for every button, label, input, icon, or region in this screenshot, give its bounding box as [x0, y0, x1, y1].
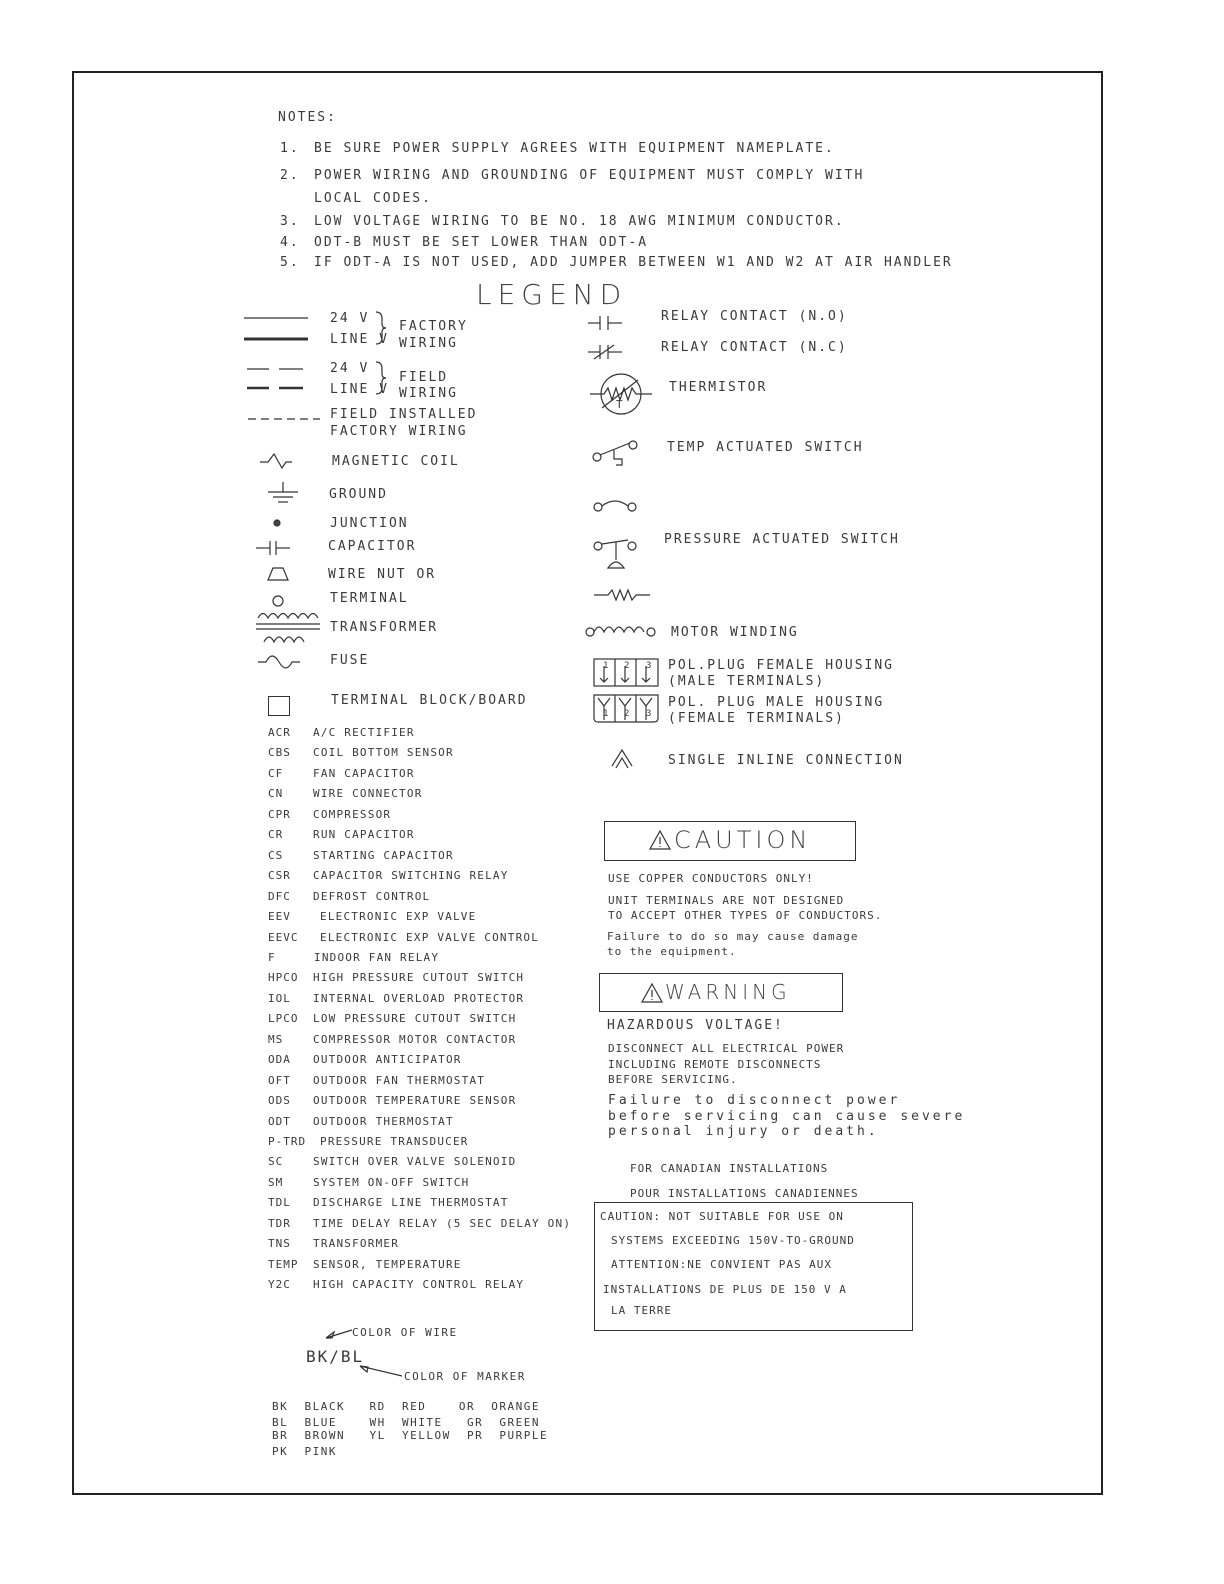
abbreviation-code: ODT	[268, 1115, 291, 1128]
canadian-text: ATTENTION:NE CONVIENT PAS AUX	[611, 1258, 833, 1271]
relay-contact-no-icon	[588, 314, 624, 332]
legend-fuse-label: FUSE	[330, 653, 370, 668]
warning-text: BEFORE SERVICING.	[608, 1073, 738, 1086]
female-housing-label: POL.PLUG FEMALE HOUSING	[668, 658, 895, 673]
note-text: LOW VOLTAGE WIRING TO BE NO. 18 AWG MINIMUM CONDUCTOR.	[314, 214, 845, 229]
warning-triangle-icon	[640, 982, 664, 1004]
temp-switch-icon	[592, 437, 642, 467]
canadian-heading: FOR CANADIAN INSTALLATIONS	[630, 1162, 829, 1175]
wire-nut-icon	[267, 566, 291, 582]
abbreviation-description: DISCHARGE LINE THERMOSTAT	[313, 1196, 509, 1209]
abbreviation-description: CAPACITOR SWITCHING RELAY	[313, 869, 509, 882]
male-terminals-label: (MALE TERMINALS)	[668, 674, 826, 689]
caution-title: CAUTION	[674, 826, 812, 854]
note-text: POWER WIRING AND GROUNDING OF EQUIPMENT MUST COMPLY WITH	[314, 168, 865, 183]
junction-icon	[272, 518, 282, 528]
pin-number: 3	[646, 661, 652, 671]
warning-text: Failure to disconnect power	[608, 1093, 901, 1108]
abbreviation-description: OUTDOOR THERMOSTAT	[313, 1115, 454, 1128]
abbreviation-description: COMPRESSOR MOTOR CONTACTOR	[313, 1033, 517, 1046]
abbreviation-description: COIL BOTTOM SENSOR	[313, 746, 454, 759]
warning-text: INCLUDING REMOTE DISCONNECTS	[608, 1058, 822, 1071]
pin-number: 1	[603, 661, 609, 671]
field-installed-wiring-symbol	[248, 416, 324, 422]
abbreviation-description: SENSOR, TEMPERATURE	[313, 1258, 462, 1271]
abbreviation-description: TRANSFORMER	[313, 1237, 400, 1250]
note-text: IF ODT-A IS NOT USED, ADD JUMPER BETWEEN W1 AND W2 AT AIR HANDLER	[314, 255, 953, 270]
caution-text: TO ACCEPT OTHER TYPES OF CONDUCTORS.	[608, 909, 883, 922]
color-code-row: BL BLUE WH WHITE GR GREEN	[272, 1416, 541, 1429]
abbreviation-description: COMPRESSOR	[313, 808, 392, 821]
color-code-row: PK PINK	[272, 1445, 337, 1458]
abbreviation-code: EEV	[268, 910, 291, 923]
color-of-marker-label: COLOR OF MARKER	[404, 1370, 526, 1383]
pin-number: 2	[624, 709, 630, 719]
abbreviation-code: CN	[268, 787, 284, 800]
abbreviation-code: CR	[268, 828, 284, 841]
abbreviation-description: FAN CAPACITOR	[313, 767, 415, 780]
pin-number: 1	[603, 709, 609, 719]
abbreviation-description: INDOOR FAN RELAY	[314, 951, 440, 964]
legend-wiring-label: WIRING	[399, 386, 458, 401]
legend-wiring-label: WIRING	[399, 336, 458, 351]
note-text-continued: LOCAL CODES.	[314, 191, 432, 206]
legend-line-v-label: LINE V	[330, 382, 389, 397]
abbreviation-description: HIGH CAPACITY CONTROL RELAY	[313, 1278, 525, 1291]
abbreviation-code: EEVC	[268, 931, 299, 944]
abbreviation-code: Y2C	[268, 1278, 291, 1291]
legend-field-label: FIELD	[399, 370, 449, 385]
ground-icon	[266, 482, 300, 506]
wire-color-example: BK/BL	[306, 1347, 365, 1366]
abbreviation-code: TDL	[268, 1196, 291, 1209]
pin-number: 2	[624, 661, 630, 671]
abbreviation-code: F	[268, 951, 276, 964]
canadian-text: CAUTION: NOT SUITABLE FOR USE ON	[600, 1210, 844, 1223]
abbreviation-description: OUTDOOR TEMPERATURE SENSOR	[313, 1094, 517, 1107]
legend-field-installed-label: FIELD INSTALLED	[330, 407, 478, 422]
thermistor-letter: T	[616, 398, 623, 411]
abbreviation-code: TEMP	[268, 1258, 299, 1271]
abbreviation-description: A/C RECTIFIER	[313, 726, 415, 739]
abbreviation-code: CSR	[268, 869, 291, 882]
motor-winding-label: MOTOR WINDING	[671, 625, 799, 640]
pin-number: 3	[646, 709, 652, 719]
legend-transformer-label: TRANSFORMER	[330, 620, 439, 635]
abbreviation-description: WIRE CONNECTOR	[313, 787, 423, 800]
legend-factory-label: FACTORY	[399, 319, 468, 334]
field-wiring-lines-symbol	[247, 365, 307, 391]
abbreviation-code: CBS	[268, 746, 291, 759]
resistor-icon	[594, 588, 654, 602]
abbreviation-description: INTERNAL OVERLOAD PROTECTOR	[313, 992, 525, 1005]
canadian-heading: POUR INSTALLATIONS CANADIENNES	[630, 1187, 859, 1200]
abbreviation-code: CPR	[268, 808, 291, 821]
note-number: 1.	[280, 141, 300, 156]
abbreviation-code: SM	[268, 1176, 284, 1189]
abbreviation-description: SWITCH OVER VALVE SOLENOID	[313, 1155, 517, 1168]
single-inline-connection-icon	[610, 748, 636, 770]
abbreviation-description: ELECTRONIC EXP VALVE CONTROL	[320, 931, 540, 944]
abbreviation-description: PRESSURE TRANSDUCER	[320, 1135, 469, 1148]
pressure-switch-icon	[592, 532, 642, 572]
relay-no-label: RELAY CONTACT (N.O)	[661, 309, 848, 324]
abbreviation-code: TDR	[268, 1217, 291, 1230]
color-of-wire-label: COLOR OF WIRE	[352, 1326, 458, 1339]
legend-title: LEGEND	[476, 278, 628, 311]
caution-text: UNIT TERMINALS ARE NOT DESIGNED	[608, 894, 845, 907]
note-number: 2.	[280, 168, 300, 183]
note-text: ODT-B MUST BE SET LOWER THAN ODT-A	[314, 235, 649, 250]
brace-symbol	[374, 310, 388, 346]
arrow-icon	[358, 1364, 404, 1380]
abbreviation-description: ELECTRONIC EXP VALVE	[320, 910, 477, 923]
female-terminals-label: (FEMALE TERMINALS)	[668, 711, 845, 726]
legend-ground-label: GROUND	[329, 487, 388, 502]
fuse-icon	[258, 652, 302, 672]
canadian-text: SYSTEMS EXCEEDING 150V-TO-GROUND	[611, 1234, 855, 1247]
abbreviation-code: TNS	[268, 1237, 291, 1250]
caution-text: USE COPPER CONDUCTORS ONLY!	[608, 872, 814, 885]
abbreviation-code: LPCO	[268, 1012, 299, 1025]
capacitor-icon	[256, 539, 292, 557]
legend-24v-label: 24 V	[330, 311, 370, 326]
terminal-block-icon	[268, 696, 290, 716]
abbreviation-description: HIGH PRESSURE CUTOUT SWITCH	[313, 971, 525, 984]
abbreviation-code: CS	[268, 849, 284, 862]
legend-terminal-label: TERMINAL	[330, 591, 409, 606]
pressure-switch-open-icon	[592, 498, 642, 514]
canadian-text: INSTALLATIONS DE PLUS DE 150 V A	[603, 1283, 847, 1296]
abbreviation-description: OUTDOOR FAN THERMOSTAT	[313, 1074, 486, 1087]
legend-capacitor-label: CAPACITOR	[328, 539, 417, 554]
note-number: 5.	[280, 255, 300, 270]
abbreviation-code: ODA	[268, 1053, 291, 1066]
caution-text: to the equipment.	[607, 945, 737, 958]
male-housing-label: POL. PLUG MALE HOUSING	[668, 695, 885, 710]
note-number: 3.	[280, 214, 300, 229]
thermistor-label: THERMISTOR	[669, 380, 768, 395]
legend-wire-nut-label: WIRE NUT OR	[328, 567, 437, 582]
single-inline-label: SINGLE INLINE CONNECTION	[668, 753, 904, 768]
legend-terminal-block-label: TERMINAL BLOCK/BOARD	[331, 693, 528, 708]
relay-contact-nc-icon	[588, 343, 624, 361]
magnetic-coil-icon	[260, 452, 294, 470]
abbreviation-code: ODS	[268, 1094, 291, 1107]
color-code-row: BK BLACK RD RED OR ORANGE	[272, 1400, 541, 1413]
abbreviation-description: LOW PRESSURE CUTOUT SWITCH	[313, 1012, 517, 1025]
warning-triangle-icon	[648, 829, 672, 851]
abbreviation-description: DEFROST CONTROL	[313, 890, 431, 903]
legend-line-v-label: LINE V	[330, 332, 389, 347]
temp-switch-label: TEMP ACTUATED SWITCH	[667, 440, 864, 455]
relay-nc-label: RELAY CONTACT (N.C)	[661, 340, 848, 355]
abbreviation-description: SYSTEM ON-OFF SWITCH	[313, 1176, 470, 1189]
factory-wiring-lines-symbol	[244, 312, 310, 342]
caution-text: Failure to do so may cause damage	[607, 930, 859, 943]
canadian-text: LA TERRE	[611, 1304, 672, 1317]
legend-junction-label: JUNCTION	[330, 516, 409, 531]
abbreviation-code: ACR	[268, 726, 291, 739]
warning-text: DISCONNECT ALL ELECTRICAL POWER	[608, 1042, 845, 1055]
terminal-icon	[272, 595, 286, 609]
abbreviation-code: P-TRD	[268, 1135, 307, 1148]
abbreviation-description: STARTING CAPACITOR	[313, 849, 454, 862]
abbreviation-code: OFT	[268, 1074, 291, 1087]
warning-text: HAZARDOUS VOLTAGE!	[607, 1018, 784, 1033]
warning-title: WARNING	[665, 980, 791, 1004]
abbreviation-description: TIME DELAY RELAY (5 SEC DELAY ON)	[313, 1217, 572, 1230]
warning-text: personal injury or death.	[608, 1124, 879, 1139]
abbreviation-code: HPCO	[268, 971, 299, 984]
abbreviation-code: SC	[268, 1155, 284, 1168]
abbreviation-code: IOL	[268, 992, 291, 1005]
notes-title: NOTES:	[278, 110, 337, 125]
brace-symbol	[374, 360, 388, 396]
note-number: 4.	[280, 235, 300, 250]
color-code-row: BR BROWN YL YELLOW PR PURPLE	[272, 1429, 549, 1442]
abbreviation-code: CF	[268, 767, 284, 780]
motor-winding-icon	[585, 622, 659, 640]
warning-text: before servicing can cause severe	[608, 1109, 966, 1124]
abbreviation-code: MS	[268, 1033, 284, 1046]
arrow-icon	[322, 1326, 356, 1342]
transformer-icon	[256, 610, 322, 648]
note-text: BE SURE POWER SUPPLY AGREES WITH EQUIPMENT NAMEPLATE.	[314, 141, 835, 156]
legend-24v-label: 24 V	[330, 361, 370, 376]
pressure-switch-label: PRESSURE ACTUATED SWITCH	[664, 532, 900, 547]
abbreviation-description: OUTDOOR ANTICIPATOR	[313, 1053, 462, 1066]
legend-magnetic-coil-label: MAGNETIC COIL	[332, 454, 460, 469]
abbreviation-description: RUN CAPACITOR	[313, 828, 415, 841]
abbreviation-code: DFC	[268, 890, 291, 903]
legend-factory-wiring-label: FACTORY WIRING	[330, 424, 468, 439]
